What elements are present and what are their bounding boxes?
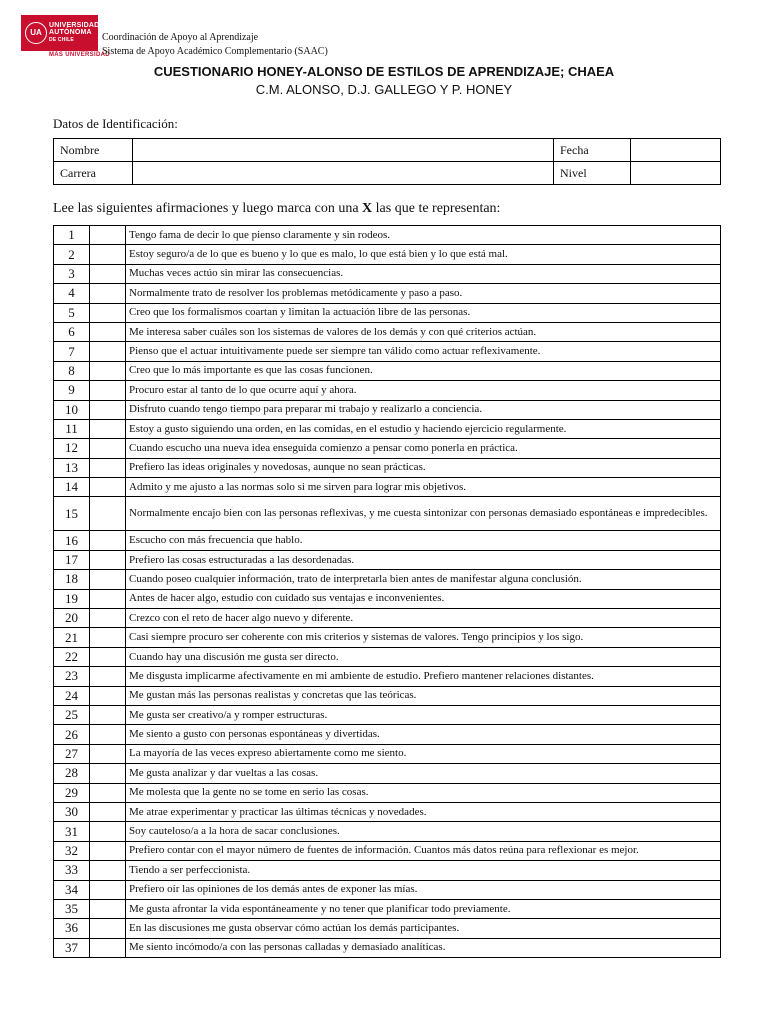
question-row	[54, 764, 721, 783]
question-number: 11	[54, 419, 90, 438]
answer-mark-cell[interactable]	[90, 919, 126, 938]
question-number: 10	[54, 400, 90, 419]
question-text: Pienso que el actuar intuitivamente puede ser siempre tan válido como actuar reflexivamente.	[126, 342, 721, 361]
question-row	[54, 667, 721, 686]
question-text: Prefiero las ideas originales y novedosas, aunque no sean prácticas.	[126, 458, 721, 477]
answer-mark-cell[interactable]	[90, 589, 126, 608]
question-text: Me gusta ser creativo/a y romper estructuras.	[126, 705, 721, 724]
identification-row	[54, 139, 721, 162]
answer-mark-cell[interactable]	[90, 822, 126, 841]
question-row	[54, 589, 721, 608]
question-number: 18	[54, 570, 90, 589]
question-text: Me siento a gusto con personas espontáneas y divertidas.	[126, 725, 721, 744]
question-number: 22	[54, 647, 90, 666]
answer-mark-cell[interactable]	[90, 478, 126, 497]
question-row	[54, 439, 721, 458]
question-text: Cuando poseo cualquier información, trato de interpretarla bien antes de manifestar alguna conclusión.	[126, 570, 721, 589]
question-text: Me interesa saber cuáles son los sistemas de valores de los demás y con qué criterios actúan.	[126, 322, 721, 341]
ua-mark: UA	[25, 22, 47, 44]
question-row	[54, 497, 721, 531]
question-row	[54, 919, 721, 938]
question-text: Procuro estar al tanto de lo que ocurre aquí y ahora.	[126, 381, 721, 400]
questionnaire-table	[53, 225, 721, 958]
instructions-before: Lee las siguientes afirmaciones y luego marca con una	[53, 201, 363, 216]
question-text: Disfruto cuando tengo tiempo para preparar mi trabajo y realizarlo a conciencia.	[126, 400, 721, 419]
instructions	[53, 201, 500, 217]
question-text: Me gusta analizar y dar vueltas a las cosas.	[126, 764, 721, 783]
carrera-field[interactable]	[133, 162, 554, 185]
question-number: 1	[54, 226, 90, 245]
question-row	[54, 264, 721, 283]
answer-mark-cell[interactable]	[90, 284, 126, 303]
question-number: 25	[54, 705, 90, 724]
question-text: La mayoría de las veces expreso abiertamente como me siento.	[126, 744, 721, 763]
answer-mark-cell[interactable]	[90, 342, 126, 361]
question-text: Prefiero oír las opiniones de los demás antes de exponer las mías.	[126, 880, 721, 899]
question-text: Me gustan más las personas realistas y concretas que las teóricas.	[126, 686, 721, 705]
question-number: 32	[54, 841, 90, 860]
question-row	[54, 284, 721, 303]
question-row	[54, 609, 721, 628]
question-number: 27	[54, 744, 90, 763]
question-number: 28	[54, 764, 90, 783]
question-row	[54, 899, 721, 918]
question-row	[54, 400, 721, 419]
question-number: 35	[54, 899, 90, 918]
question-text: Crezco con el reto de hacer algo nuevo y diferente.	[126, 609, 721, 628]
identification-table	[53, 138, 721, 185]
question-row	[54, 744, 721, 763]
question-row	[54, 322, 721, 341]
question-row	[54, 725, 721, 744]
instructions-mark: X	[362, 201, 373, 216]
question-row	[54, 802, 721, 821]
question-number: 19	[54, 589, 90, 608]
question-number: 7	[54, 342, 90, 361]
question-text: Cuando hay una discusión me gusta ser directo.	[126, 647, 721, 666]
logo-line-3: DE CHILE	[49, 37, 74, 43]
question-text: Antes de hacer algo, estudio con cuidado sus ventajas e inconvenientes.	[126, 589, 721, 608]
answer-mark-cell[interactable]	[90, 570, 126, 589]
question-text: Soy cauteloso/a a la hora de sacar conclusiones.	[126, 822, 721, 841]
answer-mark-cell[interactable]	[90, 531, 126, 550]
answer-mark-cell[interactable]	[90, 686, 126, 705]
question-number: 8	[54, 361, 90, 380]
question-text: Me molesta que la gente no se tome en serio las cosas.	[126, 783, 721, 802]
answer-mark-cell[interactable]	[90, 419, 126, 438]
answer-mark-cell[interactable]	[90, 899, 126, 918]
question-number: 14	[54, 478, 90, 497]
instructions-after: las que te representan:	[372, 201, 501, 216]
answer-mark-cell[interactable]	[90, 841, 126, 860]
question-row	[54, 686, 721, 705]
question-text: Normalmente trato de resolver los problemas metódicamente y paso a paso.	[126, 284, 721, 303]
question-text: Admito y me ajusto a las normas solo si me sirven para lograr mis objetivos.	[126, 478, 721, 497]
question-text: Creo que lo más importante es que las cosas funcionen.	[126, 361, 721, 380]
question-text: Tengo fama de decir lo que pienso claramente y sin rodeos.	[126, 226, 721, 245]
question-row	[54, 880, 721, 899]
answer-mark-cell[interactable]	[90, 861, 126, 880]
question-row	[54, 783, 721, 802]
answer-mark-cell[interactable]	[90, 647, 126, 666]
question-row	[54, 938, 721, 957]
question-number: 16	[54, 531, 90, 550]
question-number: 36	[54, 919, 90, 938]
question-row	[54, 361, 721, 380]
question-row	[54, 478, 721, 497]
nivel-field[interactable]	[631, 162, 721, 185]
question-number: 12	[54, 439, 90, 458]
org-line-1: Coordinación de Apoyo al Aprendizaje	[102, 32, 259, 43]
logo-line-2: AUTÓNOMA	[49, 29, 92, 36]
carrera-label: Carrera	[54, 162, 133, 185]
answer-mark-cell[interactable]	[90, 400, 126, 419]
nombre-field[interactable]	[133, 139, 554, 162]
question-number: 9	[54, 381, 90, 400]
answer-mark-cell[interactable]	[90, 764, 126, 783]
document-title: CUESTIONARIO HONEY-ALONSO DE ESTILOS DE APRENDIZAJE; CHAEA	[153, 64, 615, 79]
answer-mark-cell[interactable]	[90, 628, 126, 647]
question-number: 15	[54, 497, 90, 531]
question-text: Casi siempre procuro ser coherente con mis criterios y sistemas de valores. Tengo principios y los sigo.	[126, 628, 721, 647]
question-text: Me gusta afrontar la vida espontáneamente y no tener que planificar todo previamente.	[126, 899, 721, 918]
question-number: 21	[54, 628, 90, 647]
question-row	[54, 458, 721, 477]
logo-line-1: UNIVERSIDAD	[49, 22, 100, 29]
question-row	[54, 550, 721, 569]
question-number: 17	[54, 550, 90, 569]
question-number: 26	[54, 725, 90, 744]
question-text: Tiendo a ser perfeccionista.	[126, 861, 721, 880]
question-row	[54, 226, 721, 245]
question-number: 2	[54, 245, 90, 264]
question-number: 30	[54, 802, 90, 821]
question-number: 4	[54, 284, 90, 303]
answer-mark-cell[interactable]	[90, 744, 126, 763]
question-number: 24	[54, 686, 90, 705]
answer-mark-cell[interactable]	[90, 226, 126, 245]
question-number: 31	[54, 822, 90, 841]
question-text: Cuando escucho una nueva idea enseguida comienzo a pensar como ponerla en práctica.	[126, 439, 721, 458]
question-row	[54, 381, 721, 400]
question-number: 13	[54, 458, 90, 477]
answer-mark-cell[interactable]	[90, 938, 126, 957]
question-row	[54, 628, 721, 647]
question-text: Me siento incómodo/a con las personas calladas y demasiado analíticas.	[126, 938, 721, 957]
document-authors: C.M. ALONSO, D.J. GALLEGO Y P. HONEY	[255, 82, 513, 97]
answer-mark-cell[interactable]	[90, 802, 126, 821]
question-row	[54, 531, 721, 550]
question-number: 29	[54, 783, 90, 802]
logo-tagline: MÁS UNIVERSIDAD	[49, 52, 110, 58]
question-row	[54, 861, 721, 880]
question-number: 37	[54, 938, 90, 957]
answer-mark-cell[interactable]	[90, 550, 126, 569]
question-text: Estoy a gusto siguiendo una orden, en las comidas, en el estudio y haciendo ejercicio regularmente.	[126, 419, 721, 438]
identification-heading: Datos de Identificación:	[53, 116, 178, 131]
question-row	[54, 841, 721, 860]
question-row	[54, 342, 721, 361]
answer-mark-cell[interactable]	[90, 361, 126, 380]
identification-row	[54, 162, 721, 185]
question-text: Estoy seguro/a de lo que es bueno y lo que es malo, lo que está bien y lo que está mal.	[126, 245, 721, 264]
answer-mark-cell[interactable]	[90, 322, 126, 341]
question-number: 23	[54, 667, 90, 686]
question-row	[54, 419, 721, 438]
answer-mark-cell[interactable]	[90, 381, 126, 400]
answer-mark-cell[interactable]	[90, 705, 126, 724]
question-row	[54, 647, 721, 666]
answer-mark-cell[interactable]	[90, 458, 126, 477]
question-text: Escucho con más frecuencia que hablo.	[126, 531, 721, 550]
question-text: Normalmente encajo bien con las personas reflexivas, y me cuesta sintonizar con personas demasiado espontáneas e impredecibles.	[126, 497, 721, 531]
question-number: 20	[54, 609, 90, 628]
question-text: En las discusiones me gusta observar cómo actúan los demás participantes.	[126, 919, 721, 938]
question-row	[54, 822, 721, 841]
answer-mark-cell[interactable]	[90, 439, 126, 458]
question-text: Creo que los formalismos coartan y limitan la actuación libre de las personas.	[126, 303, 721, 322]
question-text: Me disgusta implicarme afectivamente en mi ambiente de estudio. Prefiero mantener relaciones distantes.	[126, 667, 721, 686]
org-line-2: Sistema de Apoyo Académico Complementario (SAAC)	[102, 46, 328, 57]
question-row	[54, 705, 721, 724]
question-text: Prefiero las cosas estructuradas a las desordenadas.	[126, 550, 721, 569]
answer-mark-cell[interactable]	[90, 497, 126, 531]
answer-mark-cell[interactable]	[90, 264, 126, 283]
nivel-label: Nivel	[554, 162, 631, 185]
question-number: 6	[54, 322, 90, 341]
question-row	[54, 570, 721, 589]
question-number: 34	[54, 880, 90, 899]
answer-mark-cell[interactable]	[90, 783, 126, 802]
fecha-field[interactable]	[631, 139, 721, 162]
nombre-label: Nombre	[54, 139, 133, 162]
question-row	[54, 245, 721, 264]
university-logo	[21, 15, 98, 51]
question-number: 5	[54, 303, 90, 322]
answer-mark-cell[interactable]	[90, 245, 126, 264]
answer-mark-cell[interactable]	[90, 880, 126, 899]
question-number: 3	[54, 264, 90, 283]
answer-mark-cell[interactable]	[90, 667, 126, 686]
question-text: Muchas veces actúo sin mirar las consecuencias.	[126, 264, 721, 283]
answer-mark-cell[interactable]	[90, 303, 126, 322]
question-text: Me atrae experimentar y practicar las últimas técnicas y novedades.	[126, 802, 721, 821]
answer-mark-cell[interactable]	[90, 725, 126, 744]
question-row	[54, 303, 721, 322]
answer-mark-cell[interactable]	[90, 609, 126, 628]
question-number: 33	[54, 861, 90, 880]
fecha-label: Fecha	[554, 139, 631, 162]
question-text: Prefiero contar con el mayor número de fuentes de información. Cuantos más datos reúna para reflexionar es mejor.	[126, 841, 721, 860]
